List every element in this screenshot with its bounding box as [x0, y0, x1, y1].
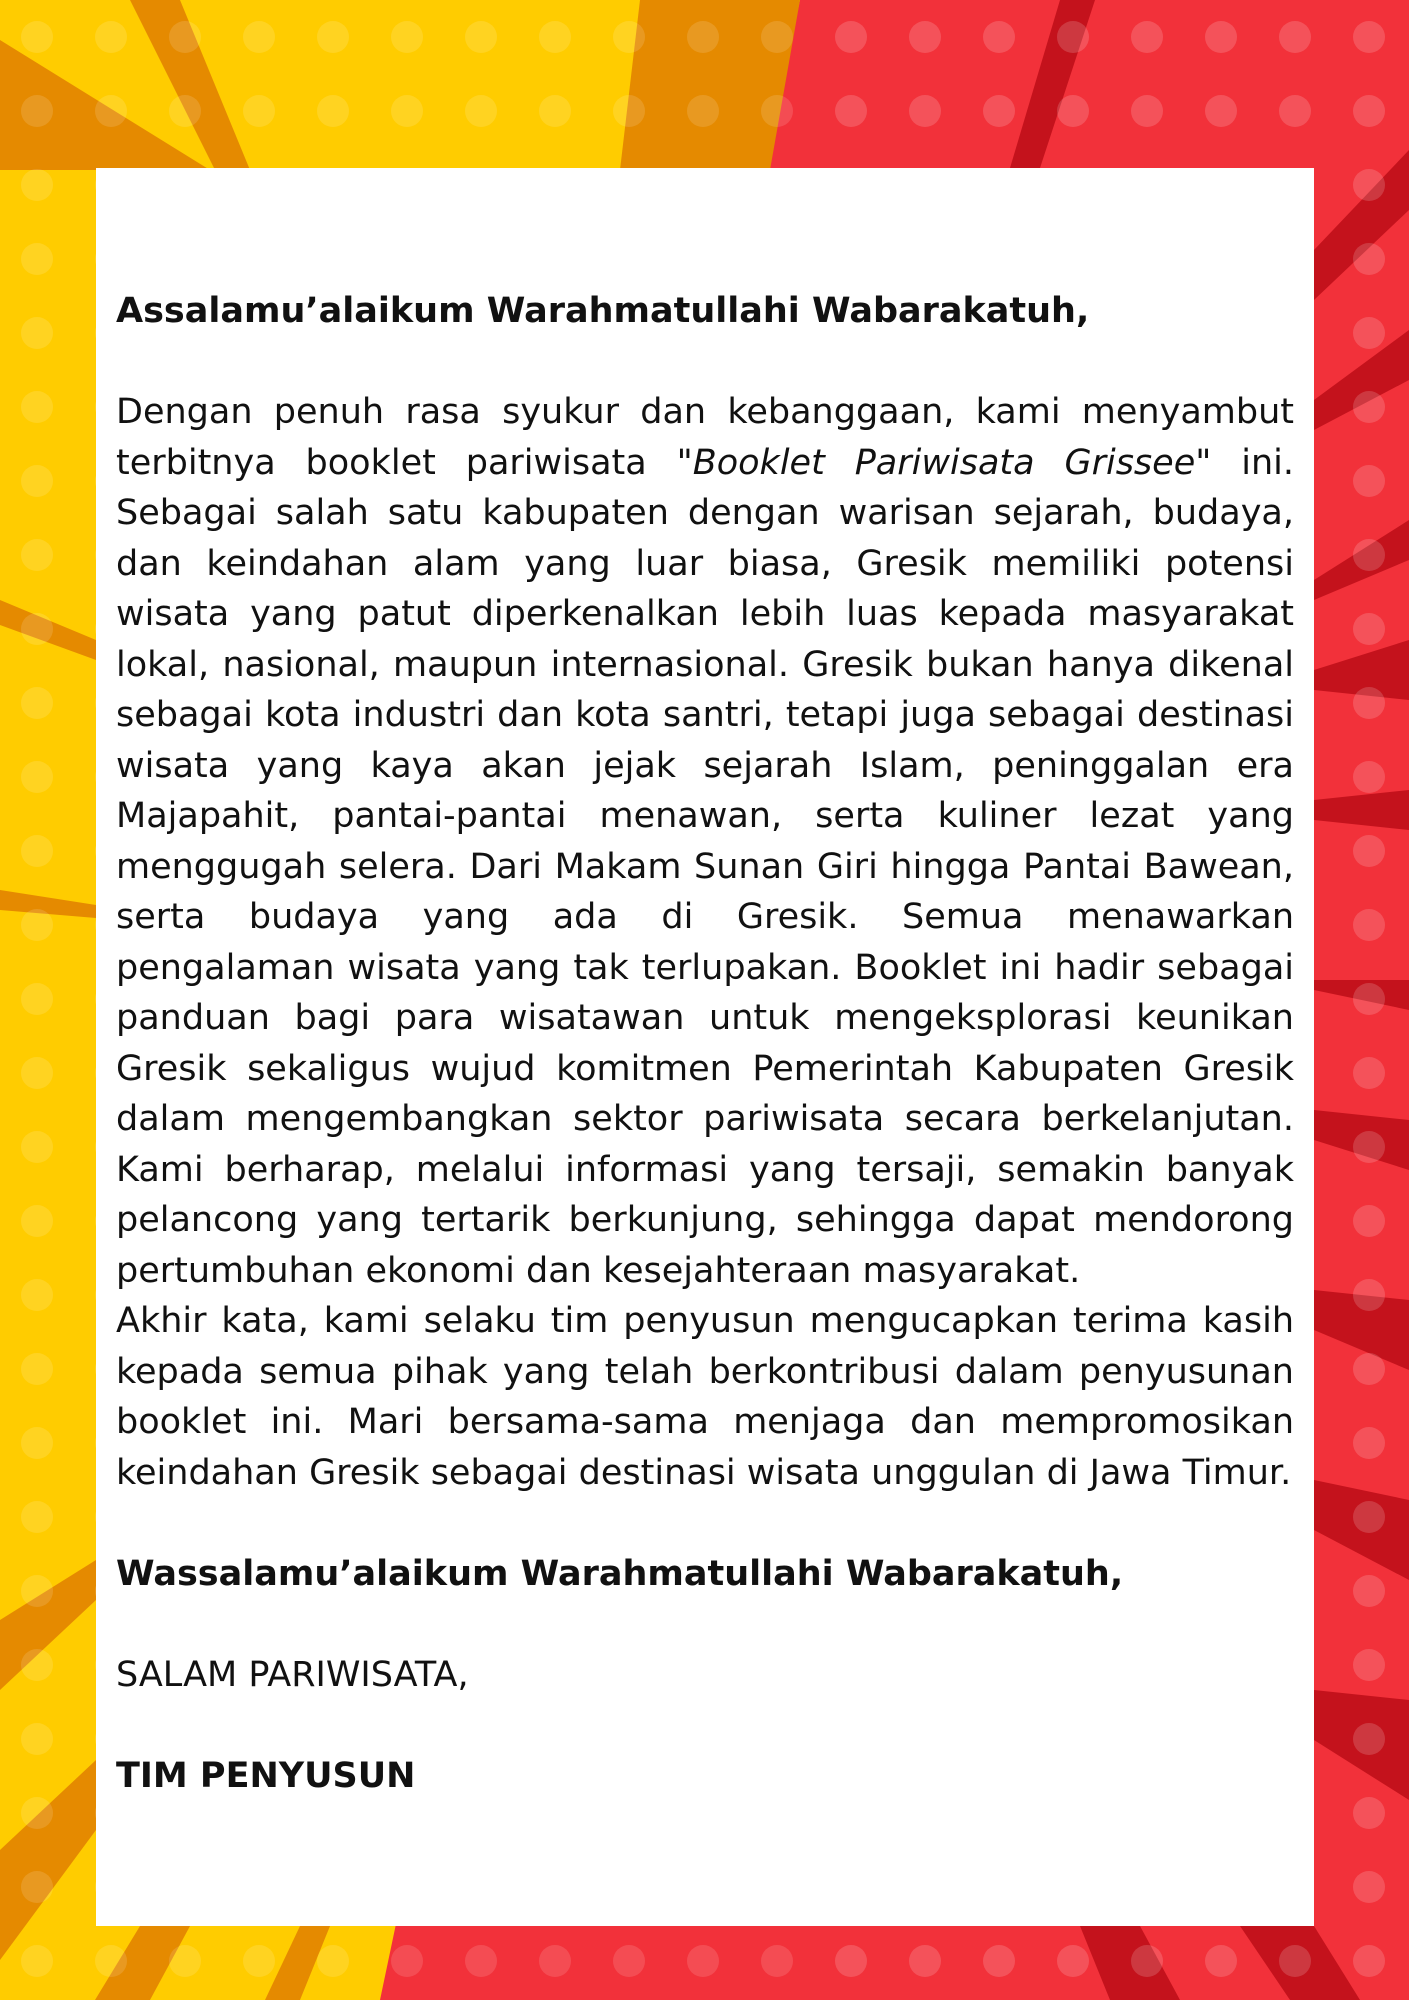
- letter-card: [96, 168, 1314, 1926]
- booklet-title: "Booklet Pariwisata Grissee": [676, 442, 1212, 483]
- closing-greeting: Wassalamu’alaikum Warahmatullahi Wabarakatuh,: [116, 1553, 1124, 1594]
- paragraph-intro: [116, 387, 1294, 1296]
- greeting: Assalamu’alaikum Warahmatullahi Wabarakatuh,: [116, 291, 1090, 331]
- paragraph-intro-start: Dengan penuh rasa syukur dan kebanggaan, kami menyambut terbitnya booklet pariwisata: [116, 392, 1294, 483]
- signature: TIM PENYUSUN: [116, 1755, 416, 1796]
- salutation: SALAM PARIWISATA,: [116, 1654, 469, 1695]
- paragraph-closing: Akhir kata, kami selaku tim penyusun mengucapkan terima kasih kepada semua pihak yang telah berkontribusi dalam penyusunan booklet ini. Mari bersama-sama menjaga dan mempromosikan keindahan Gresik sebagai destinasi wisata unggulan di Jawa Timur.: [116, 1301, 1294, 1493]
- paragraph-intro-rest: ini. Sebagai salah satu kabupaten dengan warisan sejarah, budaya, dan keindahan alam yang luar biasa, Gresik memiliki potensi wisata yang patut diperkenalkan lebih luas kepada masyarakat lokal, nasional, maupun internasional. Gresik bukan hanya dikenal sebagai kota industri dan kota santri, tetapi juga sebagai destinasi wisata yang kaya akan jejak sejarah Islam, peninggalan era Majapahit, pantai-pantai menawan, serta kuliner lezat yang menggugah selera. Dari Makam Sunan Giri hingga Pantai Bawean, serta budaya yang ada di Gresik. Semua menawarkan pengalaman wisata yang tak terlupakan. Booklet ini hadir sebagai panduan bagi para wisatawan untuk mengeksplorasi keunikan Gresik sekaligus wujud komitmen Pemerintah Kabupaten Gresik dalam mengembangkan sektor pariwisata secara berkelanjutan. Kami berharap, melalui informasi yang tersaji, semakin banyak pelancong yang tertarik berkunjung, sehingga dapat mendorong pertumbuhan ekonomi dan kesejahteraan masyarakat.: [116, 442, 1294, 1291]
